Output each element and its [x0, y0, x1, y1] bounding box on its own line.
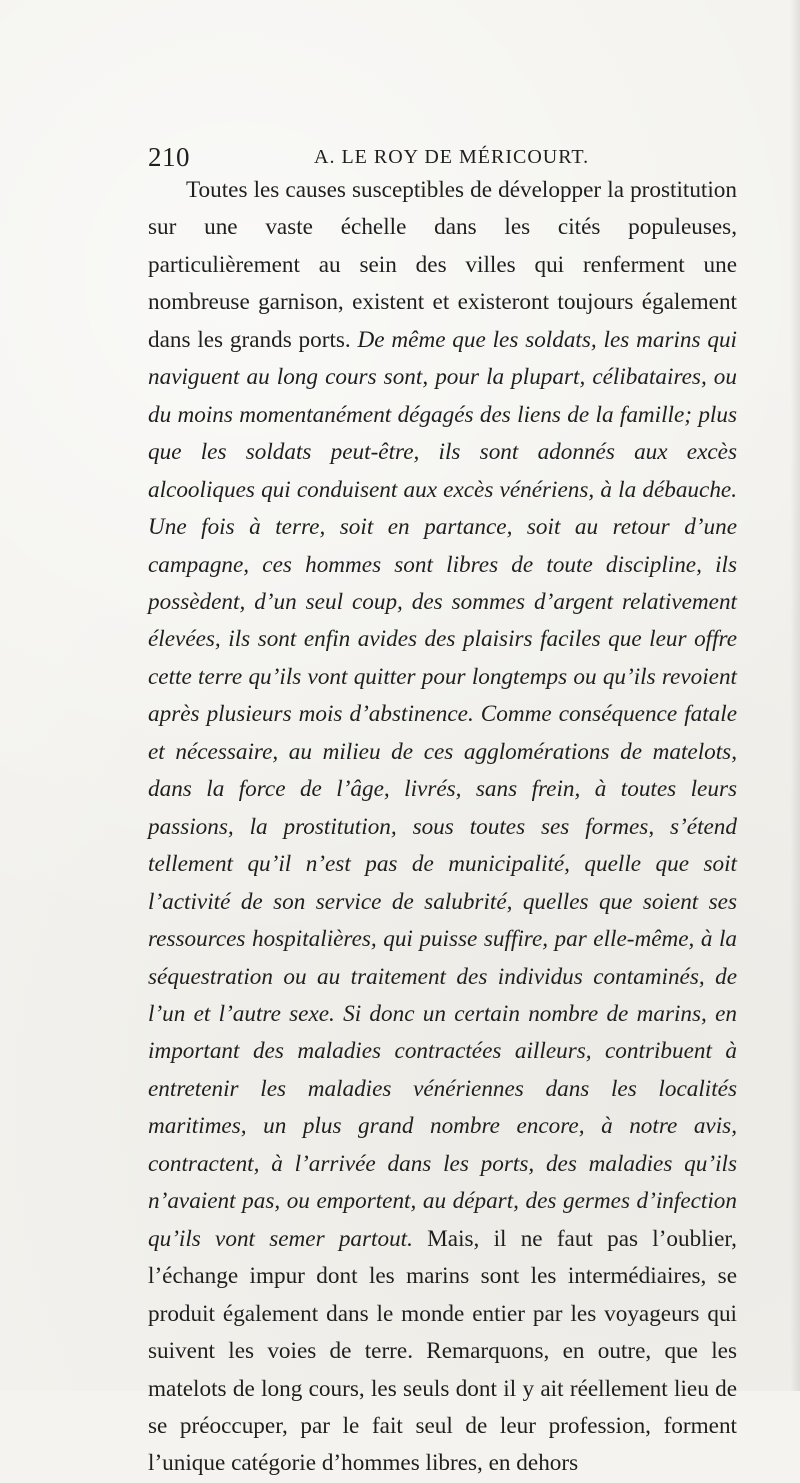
running-head: A. LE ROY DE MÉRICOURT. [314, 146, 590, 168]
body-paragraph [148, 172, 737, 1483]
page-header [148, 140, 728, 174]
text-segment-normal-2: Mais, il ne faut pas l’oublier, l’échange impur dont les marins sont les intermédiaires, se produit également dans le monde entier par les voyageurs qui suivent les voies de terre. Remarquons, en outre, que les matelots de long cours, les seuls dont il y ait réellement lieu de se préoccuper, par le fait seul de leur profession, forment l’unique catégorie d’hommes libres, en dehors [148, 1225, 737, 1477]
page-edge-shadow [790, 0, 800, 1391]
page-number: 210 [148, 142, 190, 172]
text-segment-italic: De même que les soldats, les marins qui naviguent au long cours sont, pour la plupart, célibataires, ou du moins momentanément dégagés des liens de la famille; plus que les soldats peut-être, ils sont adonnés aux excès alcooliques qui conduisent aux excès vénériens, à la débauche. Une fois à terre, soit en partance, soit au retour d’une campagne, ces hommes sont libres de toute discipline, ils possèdent, d’un seul coup, des sommes d’argent relativement élevées, ils sont enfin avides des plaisirs faciles que leur offre cette terre qu’ils vont quitter pour longtemps ou qu’ils revoient après plusieurs mois d’abstinence. Comme conséquence fatale et nécessaire, au milieu de ces agglomérations de matelots, dans la force de l’âge, livrés, sans frein, à toutes leurs passions, la prostitution, sous toutes ses formes, s’étend tellement qu’il n’est pas de municipalité, quelle que soit l’activité de son service de salubrité, quelles que soient ses ressources hospitalières, qui puisse suffire, par elle-même, à la séquestration ou au traitement des individus contaminés, de l’un et l’autre sexe. Si donc un certain nombre de marins, en important des maladies contractées ailleurs, contribuent à entretenir les maladies vénériennes dans les localités maritimes, un plus grand nombre encore, à notre avis, contractent, à l’arrivée dans les ports, des maladies qu’ils n’avaient pas, ou emportent, au départ, des germes d’infection qu’ils vont semer partout. [148, 326, 737, 1252]
text-segment-normal-1: Toutes les causes susceptibles de développer la prostitution sur une vaste échelle dans les cités populeuses, particulièrement au sein des villes qui renferment une nombreuse garnison, existent et existeront toujours également dans les grands ports. [148, 177, 737, 353]
